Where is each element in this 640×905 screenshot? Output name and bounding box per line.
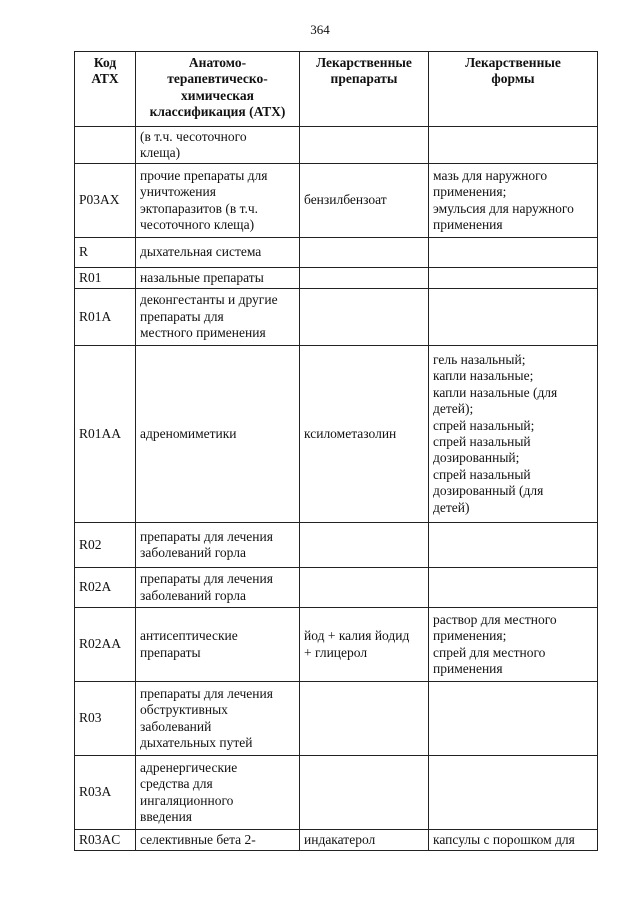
cell-code (75, 127, 136, 164)
table-row (75, 289, 598, 346)
cell-forms: гель назальный; капли назальные; капли назальные (для детей); спрей назальный; спрей назальный дозированный; спрей назальный дозированный (для детей) (429, 346, 598, 523)
table-row (75, 756, 598, 830)
table-row (75, 608, 598, 682)
cell-drug: ксилометазолин (300, 346, 429, 523)
cell-forms (429, 127, 598, 164)
cell-drug (300, 127, 429, 164)
cell-drug (300, 568, 429, 608)
table-row (75, 164, 598, 238)
cell-classification: антисептические препараты (136, 608, 300, 682)
header-forms: Лекарственные формы (429, 52, 598, 127)
cell-drug: бензилбензоат (300, 164, 429, 238)
cell-code: R03A (75, 756, 136, 830)
cell-classification: препараты для лечения обструктивных заболеваний дыхательных путей (136, 682, 300, 756)
cell-forms (429, 568, 598, 608)
cell-drug: индакатерол (300, 830, 429, 851)
cell-forms (429, 523, 598, 568)
cell-drug (300, 289, 429, 346)
cell-forms: раствор для местного применения; спрей для местного применения (429, 608, 598, 682)
cell-drug (300, 523, 429, 568)
cell-code: R02A (75, 568, 136, 608)
header-code: Код АТХ (75, 52, 136, 127)
table-row (75, 346, 598, 523)
atc-table (74, 51, 598, 851)
cell-forms (429, 289, 598, 346)
cell-classification: дыхательная система (136, 238, 300, 268)
cell-classification: прочие препараты для уничтожения эктопаразитов (в т.ч. чесоточного клеща) (136, 164, 300, 238)
cell-code: R (75, 238, 136, 268)
cell-drug (300, 268, 429, 289)
cell-classification: препараты для лечения заболеваний горла (136, 568, 300, 608)
cell-classification: (в т.ч. чесоточного клеща) (136, 127, 300, 164)
cell-code: R01A (75, 289, 136, 346)
table-row (75, 127, 598, 164)
cell-code: R02AA (75, 608, 136, 682)
cell-classification: адренергические средства для ингаляционного введения (136, 756, 300, 830)
cell-code: R03AC (75, 830, 136, 851)
table-row (75, 682, 598, 756)
table-header-row (75, 52, 598, 127)
cell-drug: йод + калия йодид + глицерол (300, 608, 429, 682)
cell-classification: селективные бета 2- (136, 830, 300, 851)
cell-code: R03 (75, 682, 136, 756)
table-row (75, 268, 598, 289)
cell-forms (429, 268, 598, 289)
page-number: 364 (310, 22, 330, 37)
cell-code: R01 (75, 268, 136, 289)
table-row (75, 568, 598, 608)
cell-forms (429, 238, 598, 268)
cell-code: P03AX (75, 164, 136, 238)
cell-forms: капсулы с порошком для (429, 830, 598, 851)
cell-drug (300, 682, 429, 756)
cell-code: R01AA (75, 346, 136, 523)
table-row (75, 523, 598, 568)
header-classification: Анатомо- терапевтическо- химическая классификация (АТХ) (136, 52, 300, 127)
cell-drug (300, 238, 429, 268)
table-row (75, 238, 598, 268)
cell-code: R02 (75, 523, 136, 568)
cell-drug (300, 756, 429, 830)
cell-forms (429, 682, 598, 756)
header-drugs: Лекарственные препараты (300, 52, 429, 127)
cell-classification: назальные препараты (136, 268, 300, 289)
cell-classification: препараты для лечения заболеваний горла (136, 523, 300, 568)
cell-forms: мазь для наружного применения; эмульсия для наружного применения (429, 164, 598, 238)
cell-classification: адреномиметики (136, 346, 300, 523)
cell-forms (429, 756, 598, 830)
cell-classification: деконгестанты и другие препараты для местного применения (136, 289, 300, 346)
table-row (75, 830, 598, 851)
